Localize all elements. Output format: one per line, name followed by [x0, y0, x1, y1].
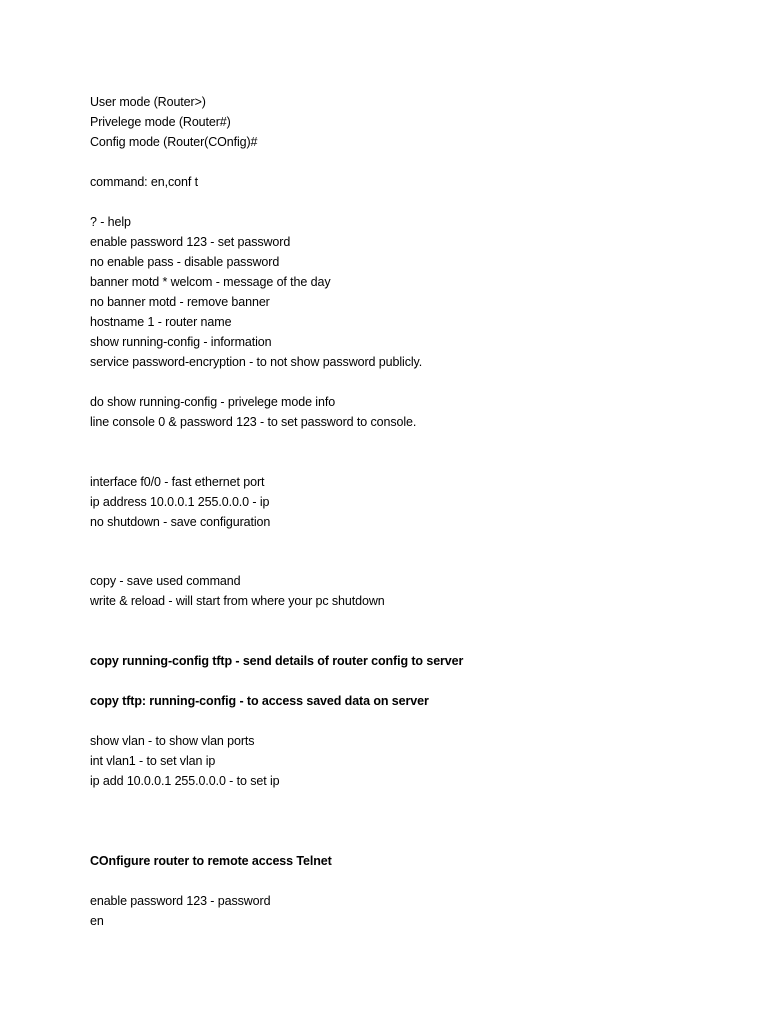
text-line-service-password-encryption: service password-encryption - to not show password publicly.: [90, 355, 423, 369]
text-line-no-enable-pass: no enable pass - disable password: [90, 255, 280, 269]
text-line-copy-tftp-running-config: copy tftp: running-config - to access saved data on server: [90, 694, 429, 708]
text-line-en: en: [90, 914, 104, 928]
text-line-user-mode: User mode (Router>): [90, 95, 206, 109]
text-line-configure-telnet-heading: COnfigure router to remote access Telnet: [90, 854, 332, 868]
text-line-copy: copy - save used command: [90, 574, 241, 588]
text-line-interface-f0: interface f0/0 - fast ethernet port: [90, 475, 265, 489]
text-line-enable-password: enable password 123 - set password: [90, 235, 291, 249]
text-line-copy-running-config-tftp: copy running-config tftp - send details of router config to server: [90, 654, 464, 668]
text-line-hostname: hostname 1 - router name: [90, 315, 232, 329]
text-line-help: ? - help: [90, 215, 131, 229]
text-line-do-show-running-config: do show running-config - privelege mode info: [90, 395, 336, 409]
text-line-line-console: line console 0 & password 123 - to set password to console.: [90, 415, 417, 429]
text-line-ip-add: ip add 10.0.0.1 255.0.0.0 - to set ip: [90, 774, 280, 788]
text-line-show-vlan: show vlan - to show vlan ports: [90, 734, 255, 748]
text-line-int-vlan1: int vlan1 - to set vlan ip: [90, 754, 216, 768]
text-line-privelege-mode: Privelege mode (Router#): [90, 115, 231, 129]
text-line-no-shutdown: no shutdown - save configuration: [90, 515, 271, 529]
text-line-show-running-config: show running-config - information: [90, 335, 272, 349]
text-line-write-reload: write & reload - will start from where your pc shutdown: [90, 594, 385, 608]
text-line-banner-motd: banner motd * welcom - message of the day: [90, 275, 331, 289]
text-line-no-banner-motd: no banner motd - remove banner: [90, 295, 270, 309]
text-line-config-mode: Config mode (Router(COnfig)#: [90, 135, 258, 149]
text-line-command-en-conf: command: en,conf t: [90, 175, 198, 189]
text-line-ip-address: ip address 10.0.0.1 255.0.0.0 - ip: [90, 495, 270, 509]
text-line-enable-password-telnet: enable password 123 - password: [90, 894, 271, 908]
